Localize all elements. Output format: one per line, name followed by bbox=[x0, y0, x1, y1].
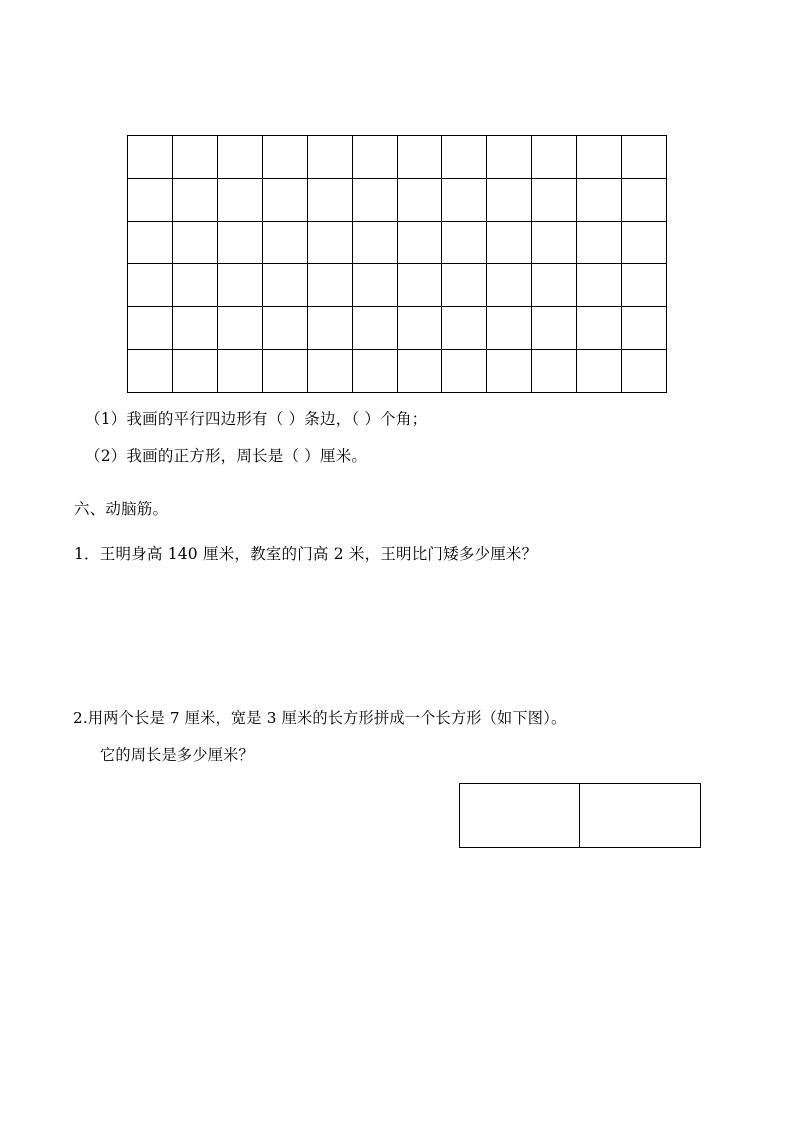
grid-cell[interactable] bbox=[263, 136, 308, 179]
grid-cell[interactable] bbox=[622, 264, 667, 307]
grid-cell[interactable] bbox=[487, 264, 532, 307]
grid-cell[interactable] bbox=[173, 222, 218, 265]
rectangle-part-left bbox=[460, 784, 580, 847]
grid-cell[interactable] bbox=[487, 136, 532, 179]
grid-cell[interactable] bbox=[442, 222, 487, 265]
grid-cell[interactable] bbox=[442, 350, 487, 393]
grid-cell[interactable] bbox=[263, 264, 308, 307]
grid-cell[interactable] bbox=[398, 136, 443, 179]
grid-cell[interactable] bbox=[487, 350, 532, 393]
grid-cell[interactable] bbox=[263, 179, 308, 222]
grid-cell[interactable] bbox=[398, 307, 443, 350]
grid-cell[interactable] bbox=[442, 264, 487, 307]
grid-cell[interactable] bbox=[532, 350, 577, 393]
grid-cell[interactable] bbox=[442, 136, 487, 179]
grid-cell[interactable] bbox=[398, 179, 443, 222]
grid-cell[interactable] bbox=[622, 136, 667, 179]
grid-cell[interactable] bbox=[532, 222, 577, 265]
grid-cell[interactable] bbox=[622, 350, 667, 393]
grid-cell[interactable] bbox=[218, 264, 263, 307]
grid-cell[interactable] bbox=[173, 179, 218, 222]
grid-cell[interactable] bbox=[263, 350, 308, 393]
grid-cell[interactable] bbox=[173, 307, 218, 350]
grid-cell[interactable] bbox=[487, 222, 532, 265]
grid-cell[interactable] bbox=[398, 264, 443, 307]
grid-cell[interactable] bbox=[532, 307, 577, 350]
grid-cell[interactable] bbox=[577, 136, 622, 179]
sub-question-1: （1）我画的平行四边形有（ ）条边，（ ）个角； bbox=[85, 410, 428, 428]
problem-1-text: 1．王明身高 140 厘米，教室的门高 2 米，王明比门矮多少厘米？ bbox=[74, 545, 538, 563]
grid-cell[interactable] bbox=[577, 350, 622, 393]
grid-cell[interactable] bbox=[487, 307, 532, 350]
section-heading-six: 六、动脑筋。 bbox=[74, 500, 169, 518]
grid-cell[interactable] bbox=[218, 350, 263, 393]
grid-cell[interactable] bbox=[442, 307, 487, 350]
grid-cell[interactable] bbox=[398, 350, 443, 393]
grid-cell[interactable] bbox=[308, 136, 353, 179]
sub-question-2: （2）我画的正方形，周长是（ ）厘米。 bbox=[85, 447, 368, 465]
grid-cell[interactable] bbox=[263, 222, 308, 265]
grid-cell[interactable] bbox=[308, 307, 353, 350]
grid-cell[interactable] bbox=[218, 222, 263, 265]
rectangle-part-right bbox=[580, 784, 700, 847]
grid-cell[interactable] bbox=[532, 264, 577, 307]
grid-cell[interactable] bbox=[128, 350, 173, 393]
square-grid-drawing-area[interactable] bbox=[127, 135, 667, 393]
grid-cell[interactable] bbox=[353, 179, 398, 222]
grid-cell[interactable] bbox=[353, 350, 398, 393]
grid-cell[interactable] bbox=[353, 307, 398, 350]
grid-cell[interactable] bbox=[308, 179, 353, 222]
grid-cell[interactable] bbox=[353, 136, 398, 179]
grid-cell[interactable] bbox=[487, 179, 532, 222]
grid-cell[interactable] bbox=[622, 307, 667, 350]
grid-cell[interactable] bbox=[128, 264, 173, 307]
grid-cell[interactable] bbox=[622, 179, 667, 222]
grid-cell[interactable] bbox=[308, 222, 353, 265]
grid-cell[interactable] bbox=[532, 179, 577, 222]
grid-cell[interactable] bbox=[128, 307, 173, 350]
grid-cell[interactable] bbox=[353, 222, 398, 265]
grid-cell[interactable] bbox=[173, 136, 218, 179]
grid-cell[interactable] bbox=[398, 222, 443, 265]
two-joined-rectangles bbox=[459, 783, 701, 848]
grid-cell[interactable] bbox=[218, 307, 263, 350]
grid-cell[interactable] bbox=[532, 136, 577, 179]
grid-cell[interactable] bbox=[577, 307, 622, 350]
grid-cell[interactable] bbox=[353, 264, 398, 307]
grid-cell[interactable] bbox=[128, 179, 173, 222]
grid-cell[interactable] bbox=[263, 307, 308, 350]
grid-cell[interactable] bbox=[173, 350, 218, 393]
grid-cell[interactable] bbox=[308, 264, 353, 307]
grid-cell[interactable] bbox=[577, 264, 622, 307]
grid-cell[interactable] bbox=[218, 136, 263, 179]
grid-cell[interactable] bbox=[308, 350, 353, 393]
problem-2-text-line-1: 2.用两个长是 7 厘米，宽是 3 厘米的长方形拼成一个长方形（如下图）。 bbox=[73, 709, 567, 727]
grid-cell[interactable] bbox=[577, 179, 622, 222]
grid-cell[interactable] bbox=[173, 264, 218, 307]
grid-cell[interactable] bbox=[218, 179, 263, 222]
grid-cell[interactable] bbox=[577, 222, 622, 265]
grid-cell[interactable] bbox=[128, 136, 173, 179]
grid-cell[interactable] bbox=[622, 222, 667, 265]
problem-2-text-line-2: 它的周长是多少厘米？ bbox=[100, 746, 254, 764]
grid-cell[interactable] bbox=[128, 222, 173, 265]
grid-cell[interactable] bbox=[442, 179, 487, 222]
